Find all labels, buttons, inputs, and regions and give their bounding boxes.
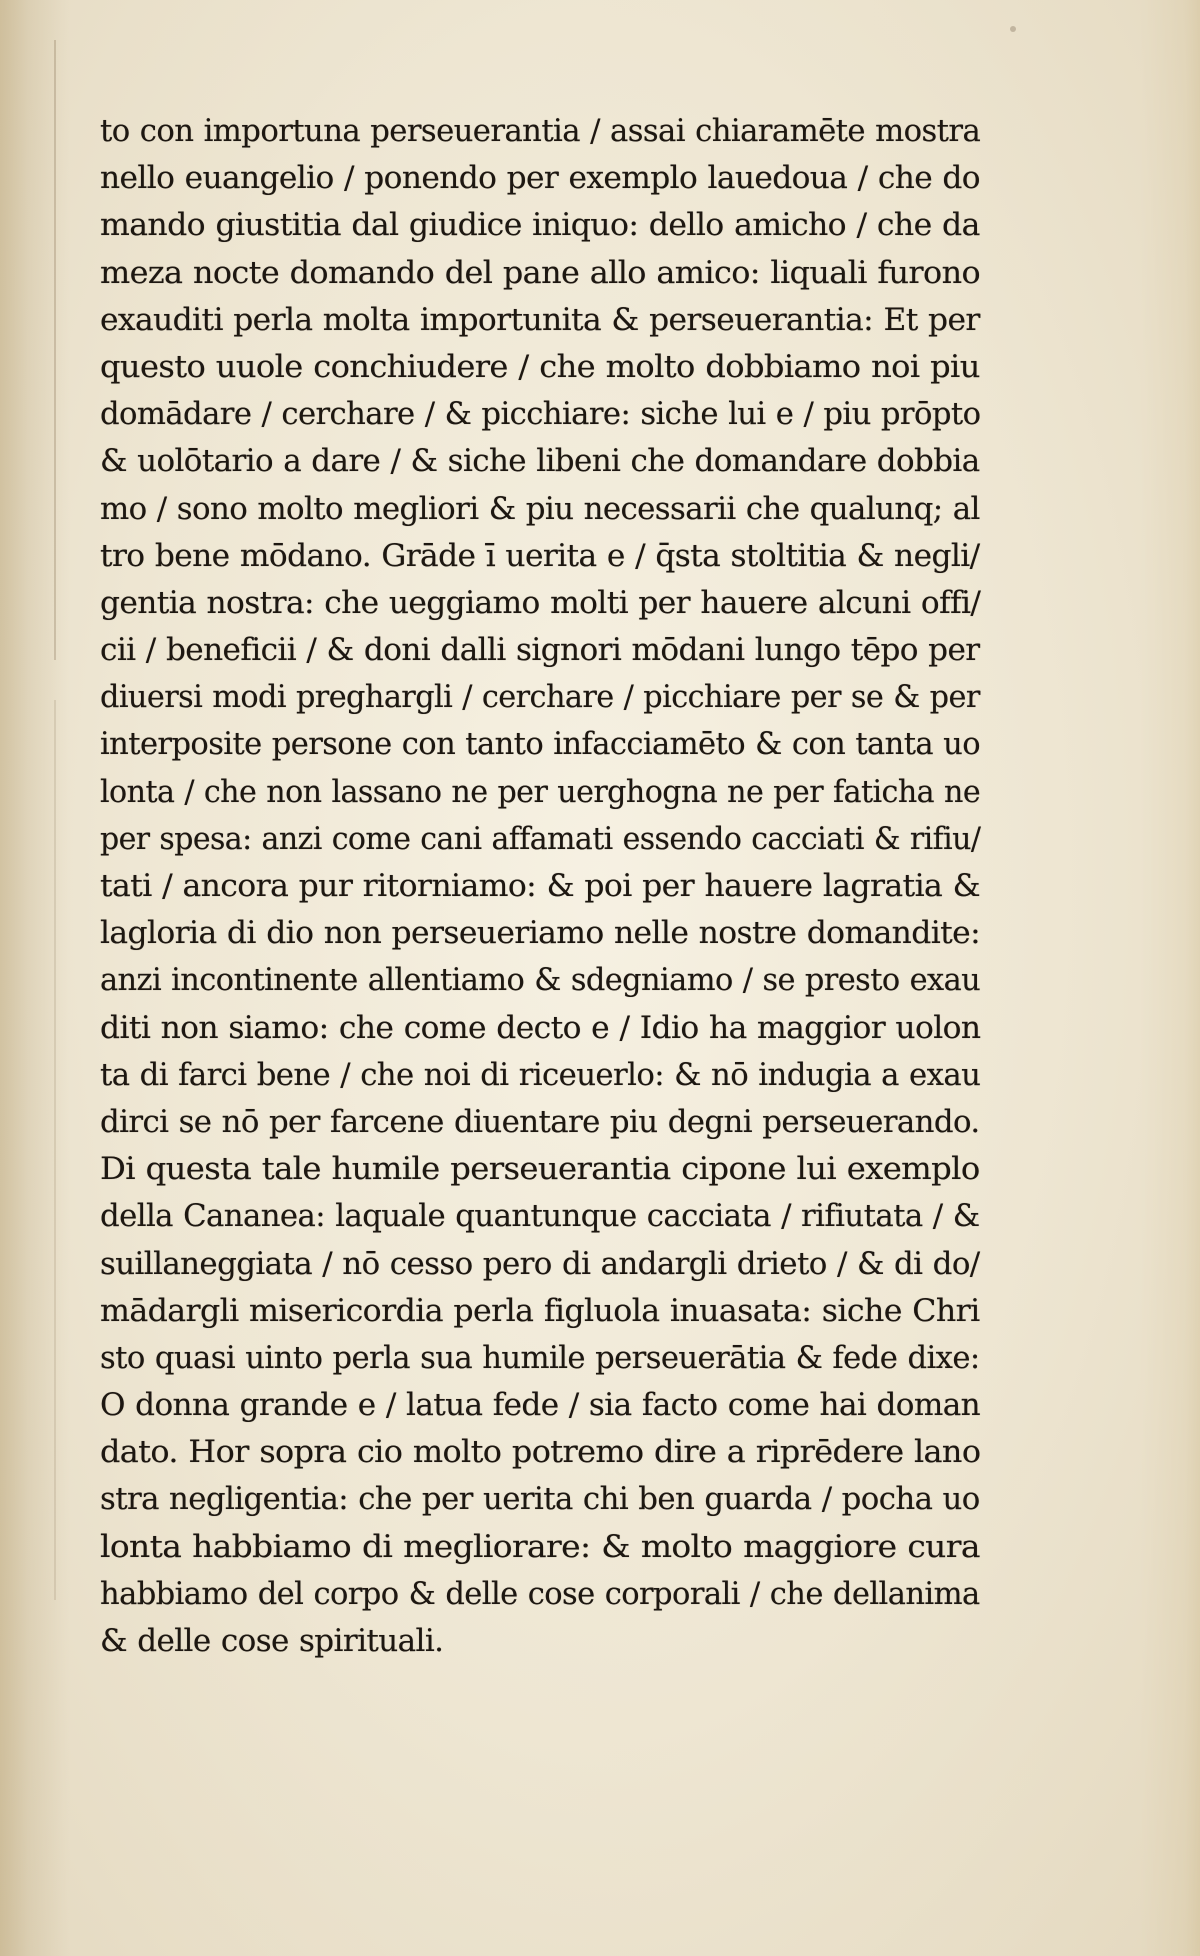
- text-line: mādargli misericordia perla figluola inuasata: siche Chri: [100, 1292, 980, 1329]
- text-line: diti non siamo: che come decto e / Idio ha maggior uolon: [100, 1009, 981, 1046]
- text-line: O donna grande e / latua fede / sia facto come hai doman: [100, 1387, 981, 1424]
- text-line: nello euangelio / ponendo per exemplo lauedoua / che do: [100, 160, 980, 197]
- text-line: & uolōtario a dare / & siche libeni che domandare dobbia: [100, 443, 980, 480]
- text-line: lagloria di dio non perseueriamo nelle nostre domandite:: [100, 915, 981, 952]
- text-line: ta di farci bene / che noi di riceuerlo: & nō indugia a exau: [100, 1056, 981, 1093]
- text-line: interposite persone con tanto infacciamēto & con tanta uo: [100, 726, 981, 763]
- gutter-crease-lower: [54, 700, 56, 1600]
- text-line: sto quasi uinto perla sua humile perseuerātia & fede dixe:: [100, 1339, 980, 1376]
- text-line: diuersi modi preghargli / cerchare / picchiare per se & per: [100, 679, 980, 716]
- text-line: Di questa tale humile perseuerantia cipone lui exemplo: [100, 1151, 980, 1188]
- text-line: suillaneggiata / nō cesso pero di andargli drieto / & di do/: [100, 1245, 980, 1282]
- text-line: questo uuole conchiudere / che molto dobbiamo noi piu: [100, 348, 980, 385]
- page-gutter: [0, 0, 70, 1956]
- text-block: [100, 108, 980, 1665]
- text-line: dato. Hor sopra cio molto potremo dire a riprēdere lano: [100, 1434, 981, 1471]
- text-line: tati / ancora pur ritorniamo: & poi per hauere lagratia &: [100, 868, 980, 904]
- gutter-crease: [54, 40, 56, 660]
- text-line: tro bene mōdano. Grāde ī uerita e / q̄sta stoltitia & negli/: [100, 537, 980, 574]
- text-line: mo / sono molto megliori & piu necessarii che qualunq; al: [100, 490, 980, 527]
- text-line: & delle cose spirituali.: [100, 1623, 444, 1659]
- text-line: della Cananea: laquale quantunque cacciata / rifiutata / &: [100, 1198, 980, 1235]
- text-line: anzi incontinente allentiamo & sdegniamo / se presto exau: [100, 962, 981, 999]
- text-line: gentia nostra: che ueggiamo molti per hauere alcuni offi/: [100, 584, 981, 621]
- text-line: lonta habbiamo di megliorare: & molto maggiore cura: [100, 1528, 980, 1565]
- text-line: meza nocte domando del pane allo amico: liquali furono: [100, 254, 981, 291]
- text-line: exauditi perla molta importunita & perseuerantia: Et per: [100, 301, 980, 338]
- text-line: habbiamo del corpo & delle cose corporali / che dellanima: [100, 1575, 980, 1612]
- text-line: dirci se nō per farcene diuentare piu degni perseuerando.: [100, 1103, 980, 1140]
- text-line: domādare / cerchare / & picchiare: siche lui e / piu prōpto: [100, 396, 981, 433]
- text-line: stra negligentia: che per uerita chi ben guarda / pocha uo: [100, 1481, 980, 1518]
- text-line: lonta / che non lassano ne per uerghogna ne per faticha ne: [100, 773, 981, 810]
- text-line: mando giustitia dal giudice iniquo: dello amicho / che da: [100, 207, 980, 244]
- text-line: per spesa: anzi come cani affamati essendo cacciati & rifiu/: [100, 820, 981, 857]
- text-line: cii / beneficii / & doni dalli signori mōdani lungo tēpo per: [100, 632, 980, 669]
- text-line: to con importuna perseuerantia / assai chiaramēte mostra: [100, 113, 981, 149]
- paper-speck: [1010, 26, 1016, 32]
